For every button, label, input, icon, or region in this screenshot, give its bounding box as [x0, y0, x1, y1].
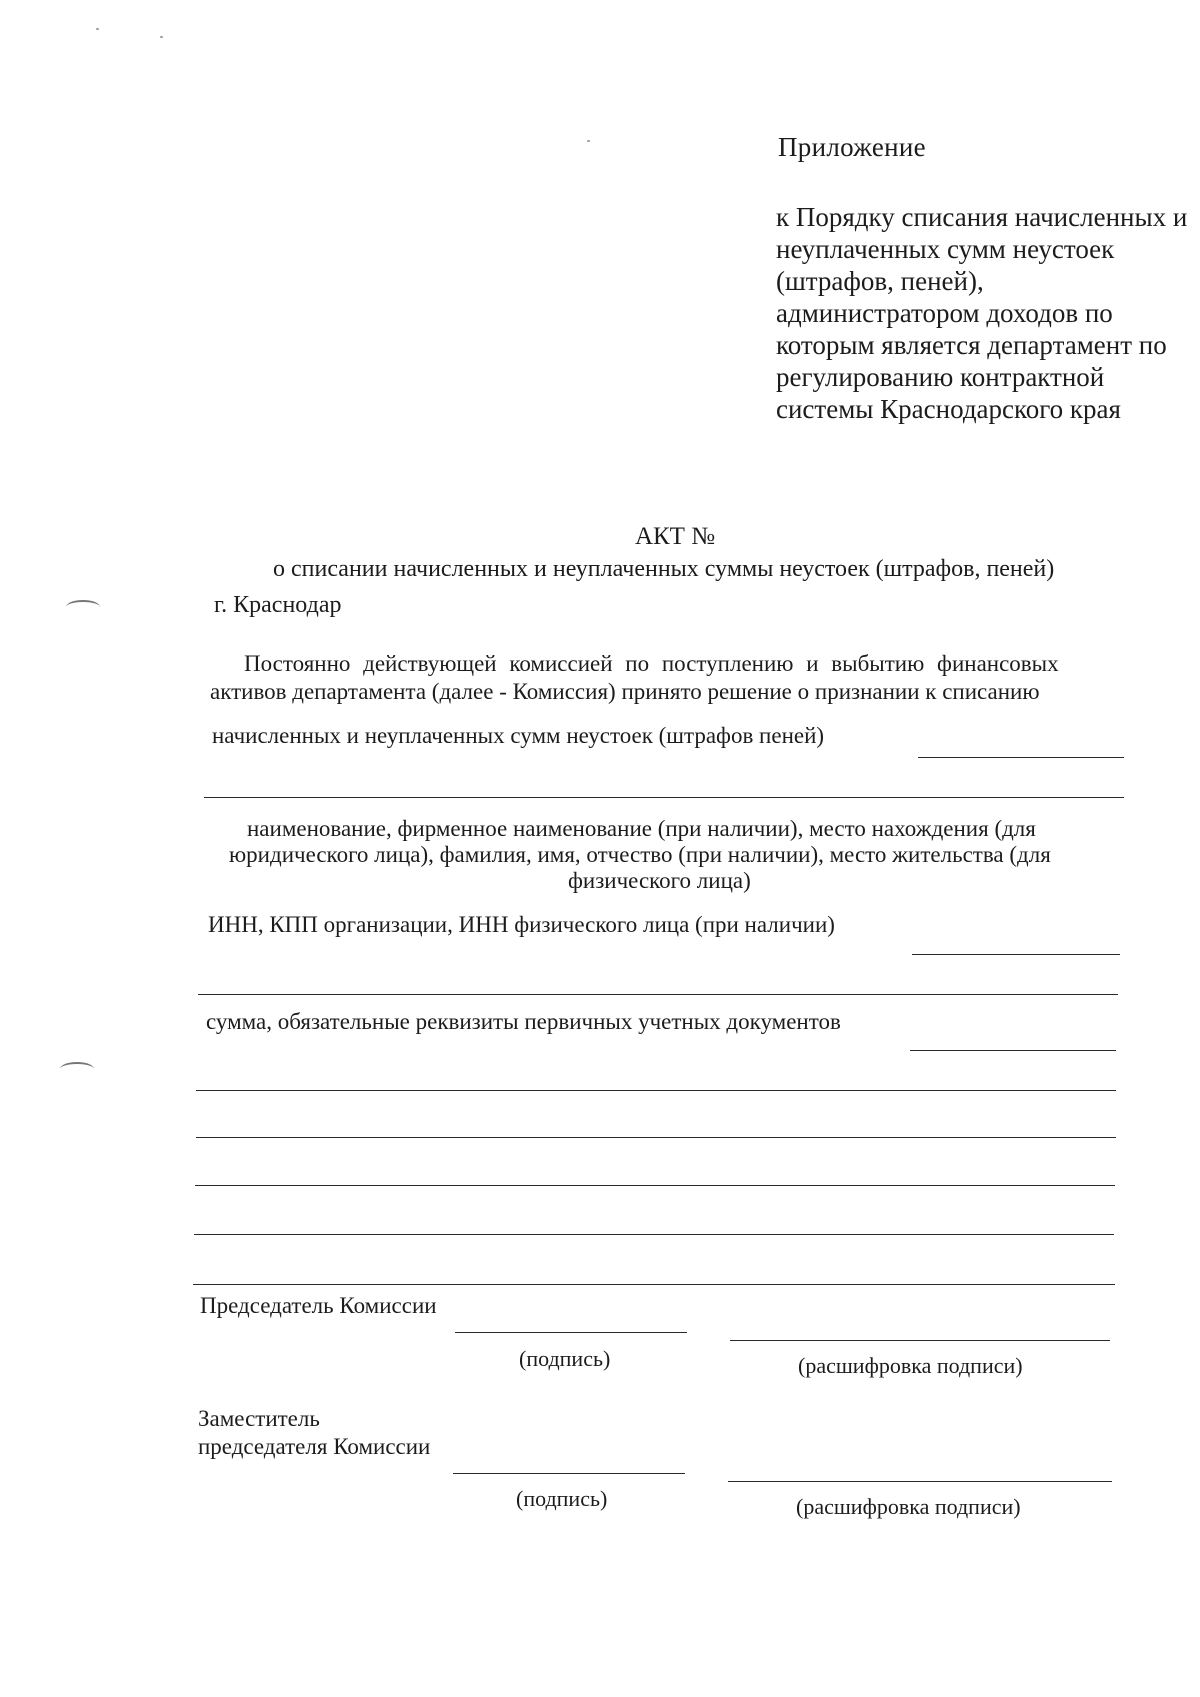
paragraph-line: начисленных и неуплаченных сумм неустоек (штрафов пеней)	[212, 723, 825, 748]
blank-line-full	[196, 1137, 1116, 1138]
paragraph-line: Постоянно действующей комиссией по поступлению и выбытию финансовых	[244, 651, 1059, 676]
amount-label: сумма, обязательные реквизиты первичных учетных документов	[206, 1009, 841, 1034]
appendix-text	[776, 201, 1187, 425]
punch-hole-mark-bottom	[60, 1062, 94, 1076]
signature-caption: (подпись)	[519, 1346, 611, 1371]
blank-line-full	[193, 1284, 1115, 1285]
deputy-label-line: Заместитель	[198, 1406, 320, 1431]
decoding-line	[730, 1340, 1110, 1341]
signature-line	[455, 1332, 687, 1333]
appendix-line: регулированию контрактной	[776, 362, 1105, 392]
act-city: г. Краснодар	[214, 592, 342, 618]
decoding-caption: (расшифровка подписи)	[798, 1353, 1023, 1378]
blank-line-full	[195, 1185, 1115, 1186]
scan-speck	[587, 140, 590, 142]
punch-hole-mark-top	[66, 600, 100, 614]
appendix-line: к Порядку списания начисленных и	[776, 202, 1188, 232]
decoding-caption: (расшифровка подписи)	[796, 1494, 1021, 1519]
act-subtitle: о списании начисленных и неуплаченных суммы неустоек (штрафов, пеней)	[273, 556, 1055, 582]
appendix-title: Приложение	[778, 132, 926, 162]
blank-line-full	[194, 1234, 1114, 1235]
blank-line-full	[196, 1090, 1116, 1091]
signature-caption: (подпись)	[516, 1486, 608, 1511]
signature-line	[453, 1473, 685, 1474]
name-caption-line: физического лица)	[568, 868, 751, 893]
decoding-line	[728, 1481, 1112, 1482]
blank-line-full	[198, 994, 1118, 995]
name-caption-line: наименование, фирменное наименование (при наличии), место нахождения (для	[247, 816, 1036, 841]
blank-line-short	[910, 1050, 1116, 1051]
appendix-line: системы Краснодарского края	[776, 394, 1121, 424]
appendix-line: неуплаченных сумм неустоек	[776, 234, 1115, 264]
act-title: АКТ №	[634, 523, 716, 550]
blank-line-short	[912, 954, 1120, 955]
scan-speck	[160, 36, 163, 38]
paragraph-line: активов департамента (далее - Комиссия) принято решение о признании к списанию	[210, 679, 1040, 704]
inn-label: ИНН, КПП организации, ИНН физического лица (при наличии)	[208, 912, 835, 937]
name-caption-line: юридического лица), фамилия, имя, отчество (при наличии), место жительства (для	[229, 842, 1051, 867]
chairman-label: Председатель Комиссии	[200, 1293, 437, 1318]
appendix-line: которым является департамент по	[776, 330, 1167, 360]
blank-line-short	[918, 757, 1124, 758]
appendix-line: администратором доходов по	[776, 298, 1113, 328]
deputy-label-line: председателя Комиссии	[198, 1434, 431, 1459]
blank-line-full	[204, 797, 1124, 798]
appendix-line: (штрафов, пеней),	[776, 266, 984, 296]
scan-speck	[96, 28, 99, 30]
